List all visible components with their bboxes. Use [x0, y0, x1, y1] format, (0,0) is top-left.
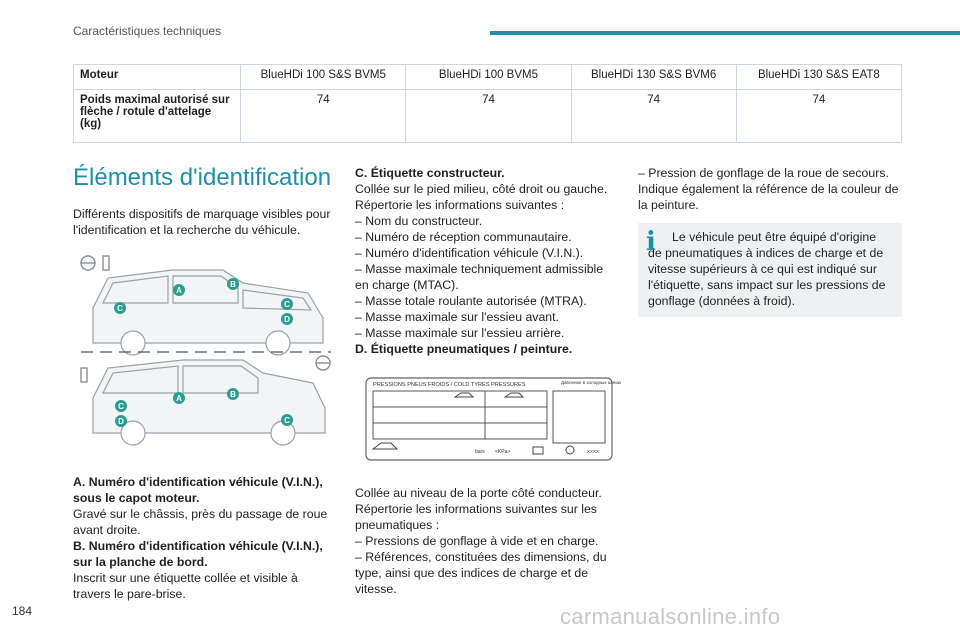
section-header: Caractéristiques techniques	[73, 24, 222, 38]
table-header-label: Moteur	[74, 65, 241, 90]
table-header-row	[74, 65, 902, 90]
marker-a	[173, 284, 185, 296]
list-item: – Masse maximale sur l'essieu arrière.	[355, 326, 565, 340]
svg-text:A: A	[176, 394, 182, 403]
svg-text:D: D	[118, 417, 124, 426]
marker-b	[227, 278, 239, 290]
list-item: – Masse maximale sur l'essieu avant.	[355, 310, 559, 324]
svg-text:C: C	[118, 402, 124, 411]
label-unit: bars	[475, 449, 485, 455]
marker-c	[115, 400, 127, 412]
label-cyrillic: Давление в холодных шинах	[561, 380, 622, 385]
list-item: – Pression de gonflage de la roue de secours.	[638, 166, 889, 180]
section-c-intro: Collée sur le pied milieu, côté droit ou gauche. Répertorie les informations suivantes :	[355, 182, 608, 212]
svg-text:C: C	[284, 300, 290, 309]
tyre-pressure-label-illustration	[365, 377, 622, 461]
svg-text:D: D	[284, 315, 290, 324]
svg-text:B: B	[230, 390, 236, 399]
table-column-header: BlueHDi 100 BVM5	[406, 65, 571, 90]
intro-text: Différents dispositifs de marquage visibles pour l'identification et la recherche du véhicule.	[73, 207, 331, 237]
svg-text:A: A	[176, 286, 182, 295]
table-row	[74, 90, 902, 143]
list-item: – Numéro de réception communautaire.	[355, 230, 572, 244]
marker-d	[281, 313, 293, 325]
section-c-heading: C. Étiquette constructeur.	[355, 166, 505, 180]
label-title: PRESSIONS PNEUS FROIDS / COLD TYRES PRESSURES	[373, 382, 526, 388]
left-column	[73, 164, 335, 602]
marker-c	[281, 414, 293, 426]
section-a-text: Gravé sur le châssis, près du passage de roue avant droite.	[73, 507, 328, 537]
svg-text:C: C	[117, 304, 123, 313]
table-column-header: BlueHDi 130 S&S BVM6	[571, 65, 736, 90]
section-d-heading: D. Étiquette pneumatiques / peinture.	[355, 342, 573, 356]
info-icon: i	[646, 227, 656, 257]
table-cell: 74	[241, 90, 406, 143]
list-item: – Masse maximale techniquement admissible en charge (MTAC).	[355, 262, 604, 292]
section-b-text: Inscrit sur une étiquette collée et visible à travers le pare-brise.	[73, 571, 298, 601]
page-number: 184	[12, 604, 33, 618]
header-accent-bar	[490, 31, 960, 35]
paint-reference-text: Indique également la référence de la couleur de la peinture.	[638, 182, 899, 212]
table-column-header: BlueHDi 100 S&S BVM5	[241, 65, 406, 90]
van-top-illustration	[93, 270, 323, 355]
table-cell: 74	[571, 90, 736, 143]
table-column-header: BlueHDi 130 S&S EAT8	[736, 65, 901, 90]
steering-wheel-icon	[81, 256, 109, 270]
marker-a	[173, 392, 185, 404]
list-item: – Pressions de gonflage à vide et en charge.	[355, 534, 599, 548]
svg-text:B: B	[230, 280, 236, 289]
van-bottom-illustration	[93, 360, 325, 445]
section-b-heading: B. Numéro d'identification véhicule (V.I.N.), sur la planche de bord.	[73, 539, 323, 569]
marker-b	[227, 388, 239, 400]
list-item: – Références, constituées des dimensions, du type, ainsi que des indices de charge et de vitesse.	[355, 550, 607, 596]
section-d-text: Collée au niveau de la porte côté conducteur. Répertorie les informations suivantes sur les pneumatiques :	[355, 486, 602, 532]
list-item: – Masse totale roulante autorisée (MTRA).	[355, 294, 587, 308]
right-column	[638, 165, 902, 317]
list-item: – Numéro d'identification véhicule (V.I.N.).	[355, 246, 584, 260]
label-kpa: <KPa>	[495, 449, 511, 455]
marker-c	[114, 302, 126, 314]
section-a-heading: A. Numéro d'identification véhicule (V.I.N.), sous le capot moteur.	[73, 475, 323, 505]
marker-c	[281, 298, 293, 310]
marker-d	[115, 415, 127, 427]
page-title: Éléments d'identification	[73, 164, 332, 191]
table-cell: 74	[736, 90, 901, 143]
middle-column	[355, 165, 622, 597]
info-box	[638, 223, 902, 317]
label-code: XXXX	[587, 449, 600, 454]
vehicle-identification-illustration	[73, 248, 335, 448]
watermark: carmanualsonline.info	[560, 604, 781, 629]
svg-text:C: C	[284, 416, 290, 425]
table-row-label: Poids maximal autorisé sur flèche / rotule d'attelage (kg)	[74, 90, 241, 143]
table-cell: 74	[406, 90, 571, 143]
tow-weight-table	[73, 64, 902, 143]
list-item: – Nom du constructeur.	[355, 214, 483, 228]
info-text: Le véhicule peut être équipé d'origine de pneumatiques à indices de charge et de vitesse supérieurs à ce qui est indiqué sur l'étiquette, sans impact sur les pressions de gonflage (données à froid).	[648, 230, 886, 308]
